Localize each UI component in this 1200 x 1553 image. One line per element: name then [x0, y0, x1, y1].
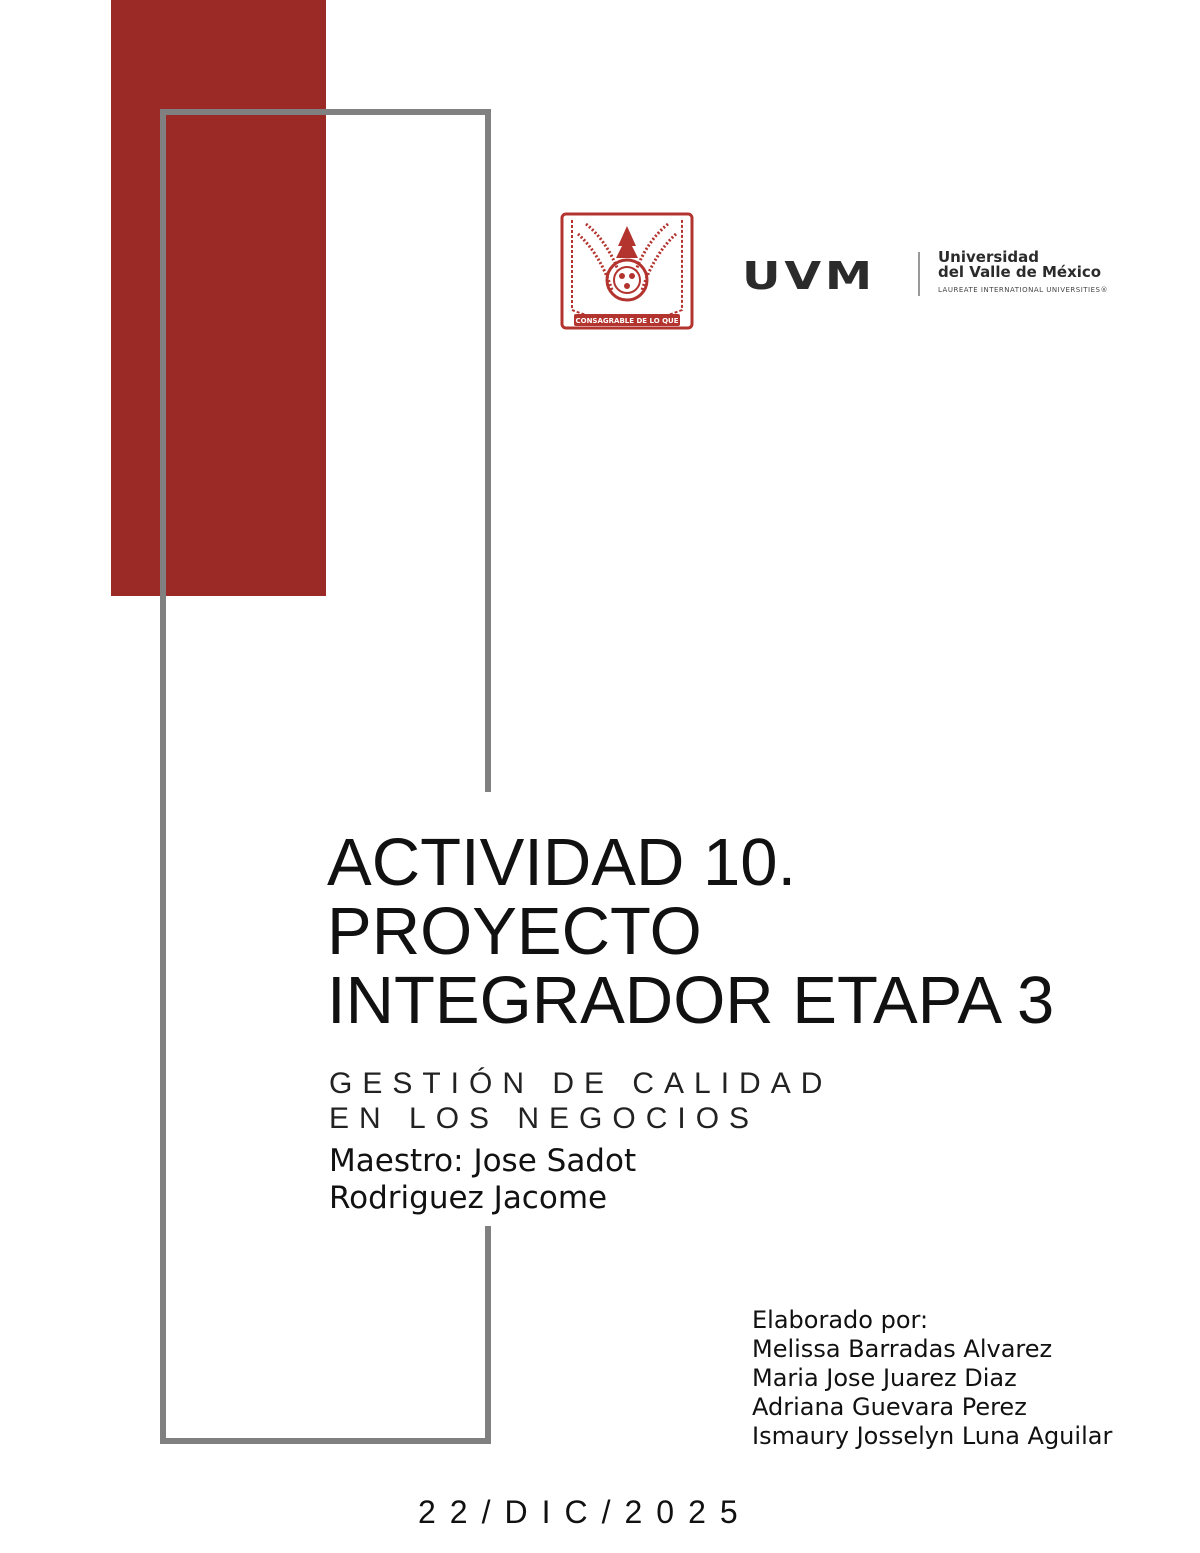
authors-block — [752, 1306, 1112, 1451]
title-line1: ACTIVIDAD 10. — [327, 825, 797, 900]
uvm-logo-mark: UVM — [742, 254, 876, 298]
document-date: 22/DIC/2025 — [418, 1494, 752, 1530]
university-name-line2: del Valle de México — [938, 263, 1102, 281]
university-name-line1: Universidad — [938, 248, 1040, 266]
title-line2: PROYECTO — [327, 894, 702, 969]
teacher-name — [329, 1143, 636, 1217]
author-name: Ismaury Josselyn Luna Aguilar — [752, 1422, 1113, 1450]
university-name — [938, 250, 1101, 280]
subject-line2: EN LOS NEGOCIOS — [329, 1102, 760, 1135]
university-seal-icon — [556, 210, 698, 334]
teacher-line2: Rodriguez Jacome — [329, 1180, 608, 1216]
uvm-logo-separator — [918, 252, 920, 296]
subject-line1: GESTIÓN DE CALIDAD — [329, 1067, 833, 1100]
author-name: Adriana Guevara Perez — [752, 1393, 1027, 1421]
document-title — [327, 825, 1187, 1038]
gray-frame — [160, 109, 491, 1444]
author-name: Melissa Barradas Alvarez — [752, 1335, 1053, 1363]
course-subject — [329, 1066, 832, 1136]
authors-heading: Elaborado por: — [752, 1306, 929, 1334]
title-line3: INTEGRADOR ETAPA 3 — [327, 963, 1055, 1038]
uvm-logo — [742, 250, 1152, 300]
seal-motto: CONSAGRABLE DE LO QUE — [575, 317, 679, 325]
teacher-line1: Maestro: Jose Sadot — [329, 1143, 637, 1179]
author-name: Maria Jose Juarez Diaz — [752, 1364, 1017, 1392]
university-tagline: LAUREATE INTERNATIONAL UNIVERSITIES® — [938, 286, 1108, 294]
